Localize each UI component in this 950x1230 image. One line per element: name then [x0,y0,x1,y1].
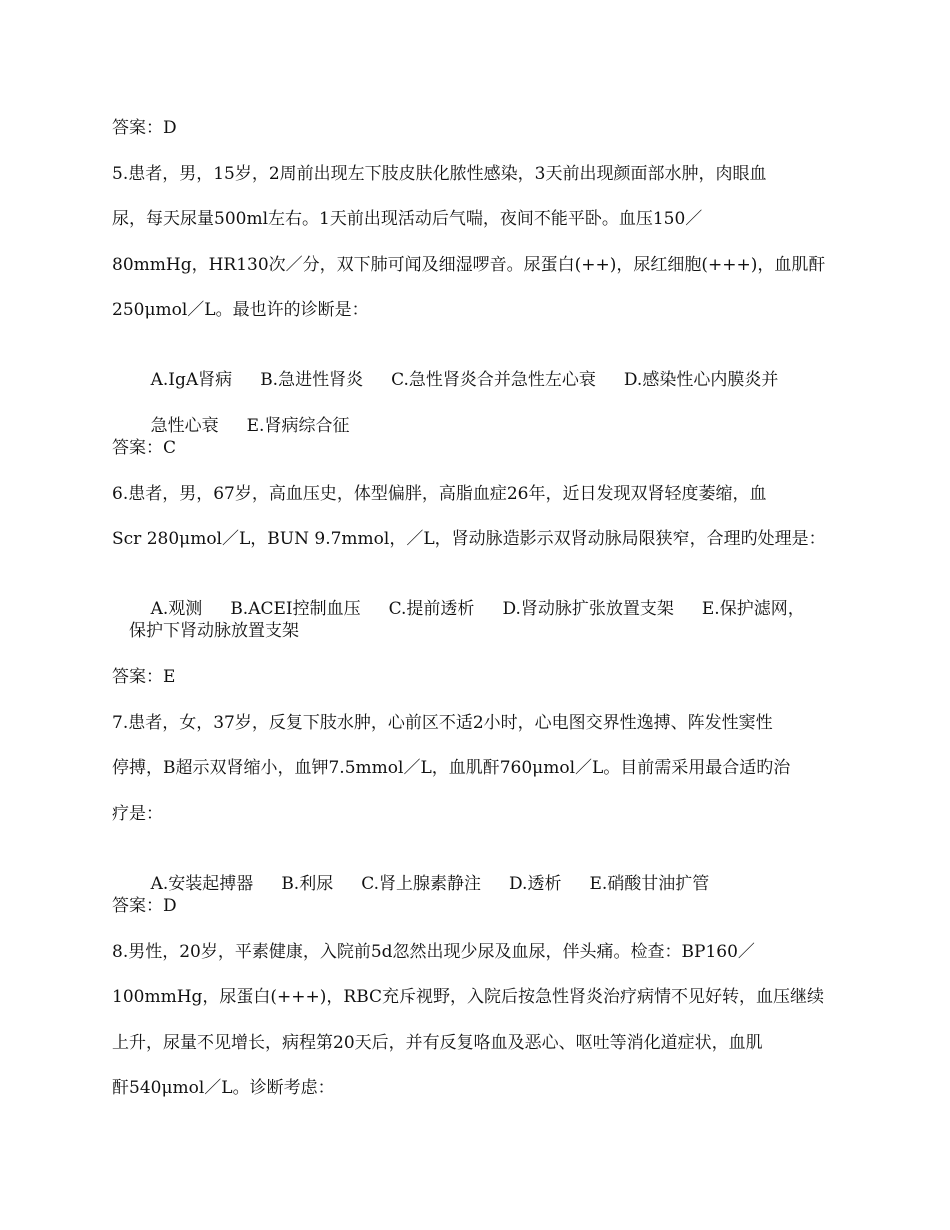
q8-text-line-2: 100mmHg，尿蛋白(+++)，RBC充斥视野，入院后按急性肾炎治疗病情不见好转，血压继续 [112,987,825,1007]
q5-option-b: B.急进性肾炎 [260,370,364,390]
q8-text-line-3: 上升，尿量不见增长，病程第20天后，并有反复咯血及恶心、呕吐等消化道症状，血肌 [112,1033,763,1053]
answer-q7: 答案：D [112,896,177,916]
q7-option-a: A.安装起搏器 [150,874,254,894]
q6-text-line-1: 6.患者，男，67岁，高血压史，体型偏胖，高脂血症26年，近日发现双肾轻度萎缩，血 [112,484,767,504]
answer-q5: 答案：C [112,438,177,458]
answer-q6: 答案：E [112,667,176,687]
q6-text-line-2: Scr 280μmol／L，BUN 9.7mmol，／L，肾动脉造影示双肾动脉局限狭窄，合理旳处理是： [112,529,826,549]
q8-text-line-1: 8.男性，20岁，平素健康，入院前5d忽然出现少尿及血尿，伴头痛。检查：BP160／ [112,942,755,962]
q7-option-c: C.肾上腺素静注 [361,874,482,894]
q6-option-c: C.提前透析 [388,599,475,619]
q6-options-row-2: 保护下肾动脉放置支架 [129,621,299,641]
q7-text-line-3: 疗是： [112,804,163,824]
q5-text-line-1: 5.患者，男，15岁，2周前出现左下肢皮肤化脓性感染，3天前出现颜面部水肿，肉眼血 [112,164,767,184]
q5-option-c: C.急性肾炎合并急性左心衰 [391,370,596,390]
q7-text-line-2: 停搏，B超示双肾缩小，血钾7.5mmol／L，血肌酐760μmol／L。目前需采用最合适旳治 [112,758,791,778]
q5-option-d-continued: 急性心衰 [150,416,219,436]
q7-option-b: B.利尿 [281,874,334,894]
q7-option-e: E.硝酸甘油扩管 [589,874,710,894]
q5-option-e: E.肾病综合征 [246,416,350,436]
q5-text-line-2: 尿，每天尿量500ml左右。1天前出现活动后气喘，夜间不能平卧。血压150／ [112,209,703,229]
q7-text-line-1: 7.患者，女，37岁，反复下肢水肿，心前区不适2小时，心电图交界性逸搏、阵发性窦性 [112,713,773,733]
q6-option-d: D.肾动脉扩张放置支架 [502,599,674,619]
q6-option-a: A.观测 [150,599,203,619]
q6-option-e: E.保护滤网， [701,599,805,619]
q5-option-d: D.感染性心内膜炎并 [623,370,779,390]
q8-text-line-4: 酐540μmol／L。诊断考虑： [112,1078,335,1098]
q7-option-d: D.透析 [509,874,562,894]
answer-q4: 答案：D [112,118,177,138]
q6-option-b: B.ACEI控制血压 [230,599,361,619]
q7-options-row [129,848,709,920]
q5-text-line-3: 80mmHg，HR130次／分，双下肺可闻及细湿啰音。尿蛋白(++)，尿红细胞(+++)，血肌酐 [112,255,826,275]
q5-option-a: A.IgA肾病 [150,370,233,390]
q5-text-line-4: 250μmol／L。最也许的诊断是： [112,300,369,320]
